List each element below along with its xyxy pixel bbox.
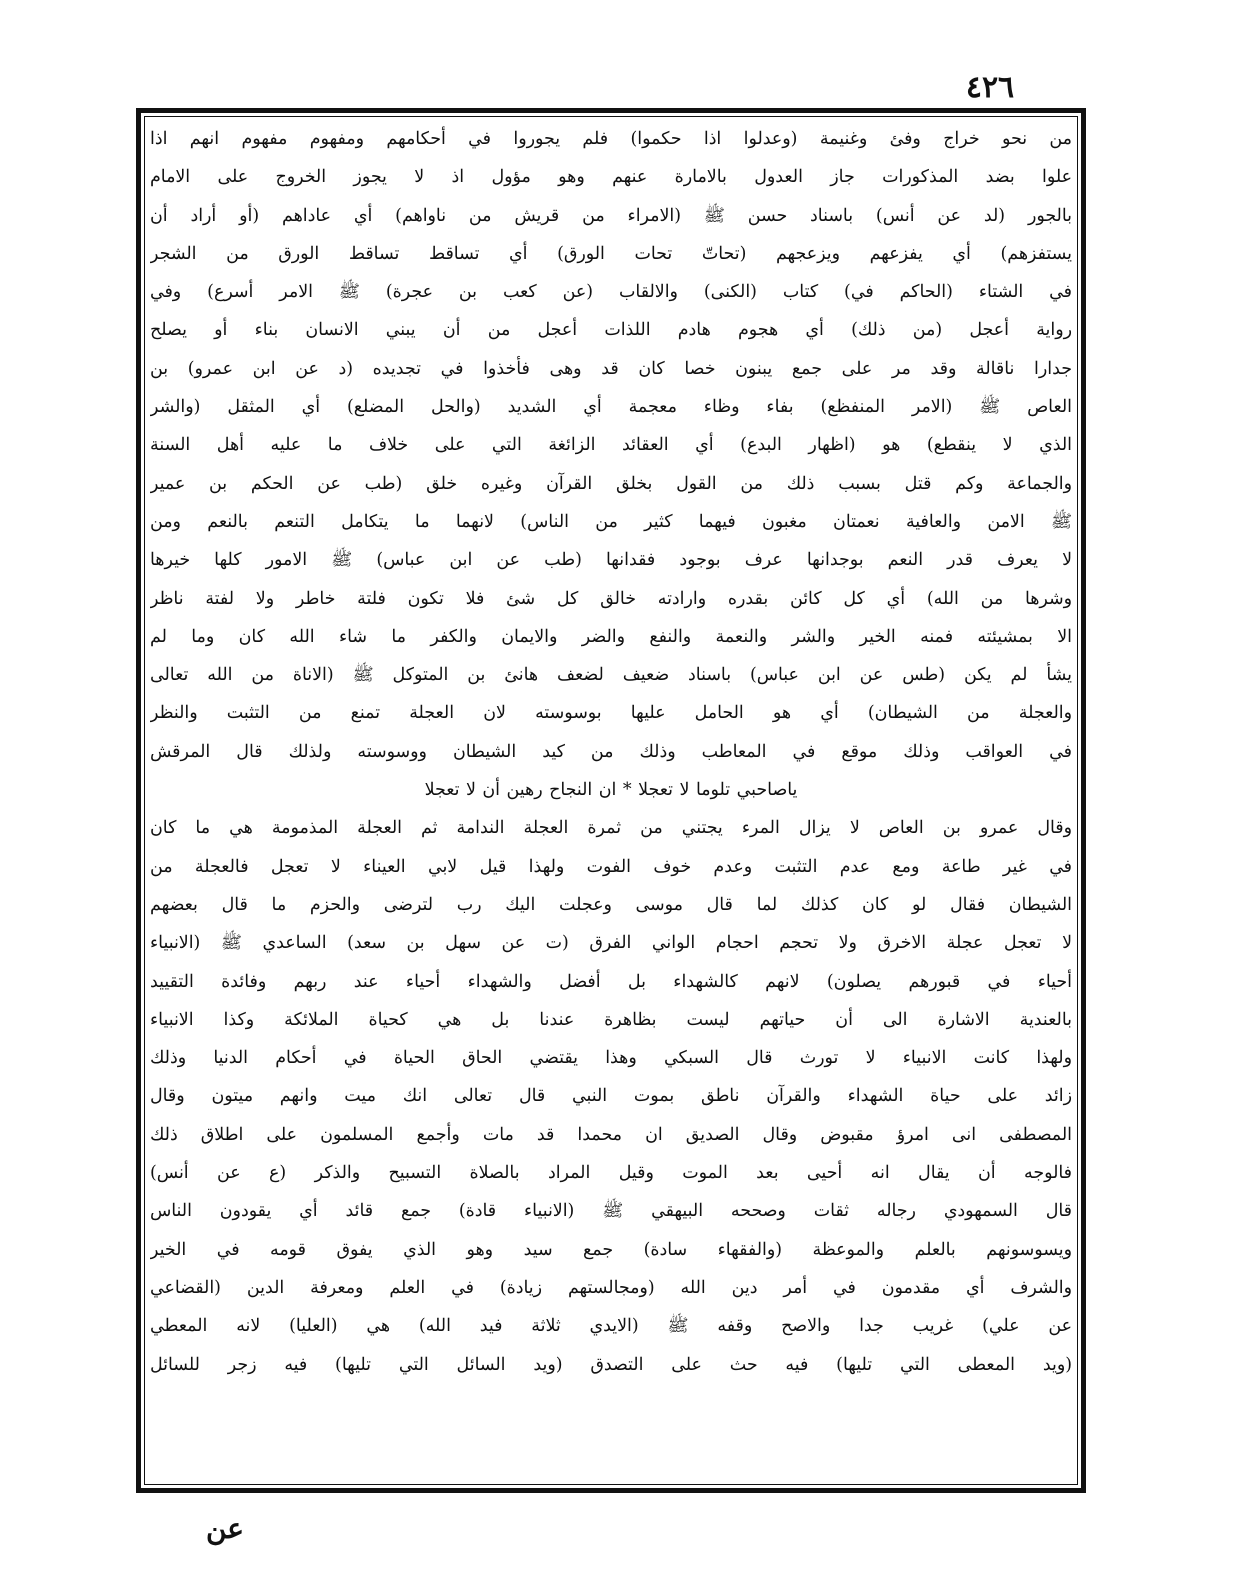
text-line: زائد على حياة الشهداء والقرآن ناطق بموت النبي قال تعالى انك ميت وانهم ميتون وقال <box>150 1086 1072 1107</box>
text-line: علوا بضد المذكورات جاز العدول بالامارة عنهم وهو مؤول اذ لا يجوز الخروج على الامام <box>150 167 1072 188</box>
text-line: بالعندية الاشارة الى أن حياتهم ليست بظاهرة عندنا بل هي كحياة الملائكة وكذا الانبياء <box>150 1009 1072 1030</box>
text-line: ويسوسونهم بالعلم والموعظة (والفقهاء سادة) جمع سيد وهو الذي يفوق قومه في الخير <box>150 1239 1072 1260</box>
text-line: يشأ لم يكن (طس عن ابن عباس) باسناد ضعيف لضعف هانئ بن المتوكل ﷺ (الاناة من الله تعالى <box>150 665 1072 686</box>
text-line: في غير طاعة ومع عدم التثبت وعدم خوف الفوت ولهذا قيل لابي العيناء لا تعجل فالعجلة من <box>150 856 1072 877</box>
text-line: والعجلة من الشيطان) أي هو الحامل عليها بوسوسته لان العجلة تمنع من التثبت والنظر <box>150 703 1072 724</box>
text-line: عن علي) غريب جدا والاصح وقفه ﷺ (الايدي ثلاثة فيد الله) هي (العليا) لانه المعطي <box>150 1316 1072 1337</box>
text-line: العاص ﷺ (الامر المنفظع) بفاء وظاء معجمة أي الشديد (والحل المضلع) أي المثقل (والشر <box>150 397 1072 418</box>
text-line: يستفزهم) أي يفزعهم ويزعجهم (تحاتّ تحات الورق) أي تساقط تساقط الورق من الشجر <box>150 243 1072 264</box>
text-line: قال السمهودي رجاله ثقات وصححه البيهقي ﷺ (الانبياء قادة) جمع قائد أي يقودون الناس <box>150 1201 1072 1222</box>
body-text <box>150 120 1072 1482</box>
text-line: وقال عمرو بن العاص لا يزال المرء يجتني من ثمرة العجلة الندامة ثم العجلة المذمومة هي ما كان <box>150 818 1072 839</box>
text-line: ﷺ الامن والعافية نعمتان مغبون فيهما كثير من الناس) لانهما ما يتكامل التنعم بالنعم ومن <box>150 511 1072 532</box>
text-line: فالوجه أن يقال انه أحيى بعد الموت وقيل المراد بالصلاة التسبيح والذكر (ع عن أنس) <box>150 1163 1072 1184</box>
text-line: أحياء في قبورهم يصلون) لانهم كالشهداء بل أفضل والشهداء أحياء عند ربهم وفائدة التقييد <box>150 971 1072 992</box>
text-line: في الشتاء (الحاكم في) كتاب (الكنى) والالقاب (عن كعب بن عجرة) ﷺ الامر أسرع) وفي <box>150 282 1072 303</box>
text-line: في العواقب وذلك موقع في المعاطب وذلك من كيد الشيطان ووسوسته ولذلك قال المرقش <box>150 741 1072 762</box>
text-line: الشيطان فقال لو كان كذلك لما قال موسى وعجلت اليك رب لترضى والحزم ما قال بعضهم <box>150 894 1072 915</box>
text-line: لا يعرف قدر النعم بوجدانها عرف بوجود فقدانها (طب عن ابن عباس) ﷺ الامور كلها خيرها <box>150 550 1072 571</box>
text-line: جدارا ناقالة وقد مر على جمع يبنون خصا كان قد وهى فأخذوا في تجديده (د عن ابن عمرو) بن <box>150 358 1072 379</box>
text-line: والشرف أي مقدمون في أمر دين الله (ومجالستهم زيادة) في العلم ومعرفة الدين (القضاعي <box>150 1277 1072 1298</box>
text-line: بالجور (لد عن أنس) باسناد حسن ﷺ (الامراء من قريش من ناواهم) أي عاداهم (أو أراد أن <box>150 205 1072 226</box>
text-line: الا بمشيئته فمنه الخير والشر والنعمة والنفع والضر والايمان والكفر ما شاء الله كان وما لم <box>150 626 1072 647</box>
text-line: (ويد المعطى التي تليها) فيه حث على التصدق (ويد السائل التي تليها) فيه زجر للسائل <box>150 1354 1072 1375</box>
text-line: لا تعجل عجلة الاخرق ولا تحجم احجام الواني الفرق (ت عن سهل بن سعد) الساعدي ﷺ (الانبياء <box>150 933 1072 954</box>
text-line: ولهذا كانت الانبياء لا تورث قال السبكي وهذا يقتضي الحاق الحياة في أحكام الدنيا وذلك <box>150 1048 1072 1069</box>
text-line: من نحو خراج وفئ وغنيمة (وعدلوا اذا حكموا) فلم يجوروا في أحكامهم ومفهوم مفهوم انهم اذا <box>150 129 1072 149</box>
text-line: وشرها من الله) أي كل كائن بقدره وارادته خالق كل شئ فلا تكون فلتة خاطر ولا لفتة ناظر <box>150 588 1072 609</box>
text-line: الذي لا ينقطع) هو (اظهار البدع) أي العقائد الزائغة التي على خلاف ما عليه أهل السنة <box>150 435 1072 456</box>
page-number: ٤٢٦ <box>965 70 1015 105</box>
text-line: والجماعة وكم قتل بسبب ذلك من القول بخلق القرآن وغيره خلق (طب عن الحكم بن عمير <box>150 473 1072 494</box>
text-line: المصطفى انى امرؤ مقبوض وقال الصديق ان محمدا قد مات وأجمع المسلمون على اطلاق ذلك <box>150 1124 1072 1145</box>
catchword: عن <box>205 1512 245 1545</box>
poetry-verse: ياصاحبي تلوما لا تعجلا * ان النجاح رهين أن لا تعجلا <box>424 780 798 801</box>
text-line: رواية أعجل (من ذلك) أي هجوم هادم اللذات أعجل من أن يبني الانسان بناء أو يصلح <box>150 320 1072 341</box>
